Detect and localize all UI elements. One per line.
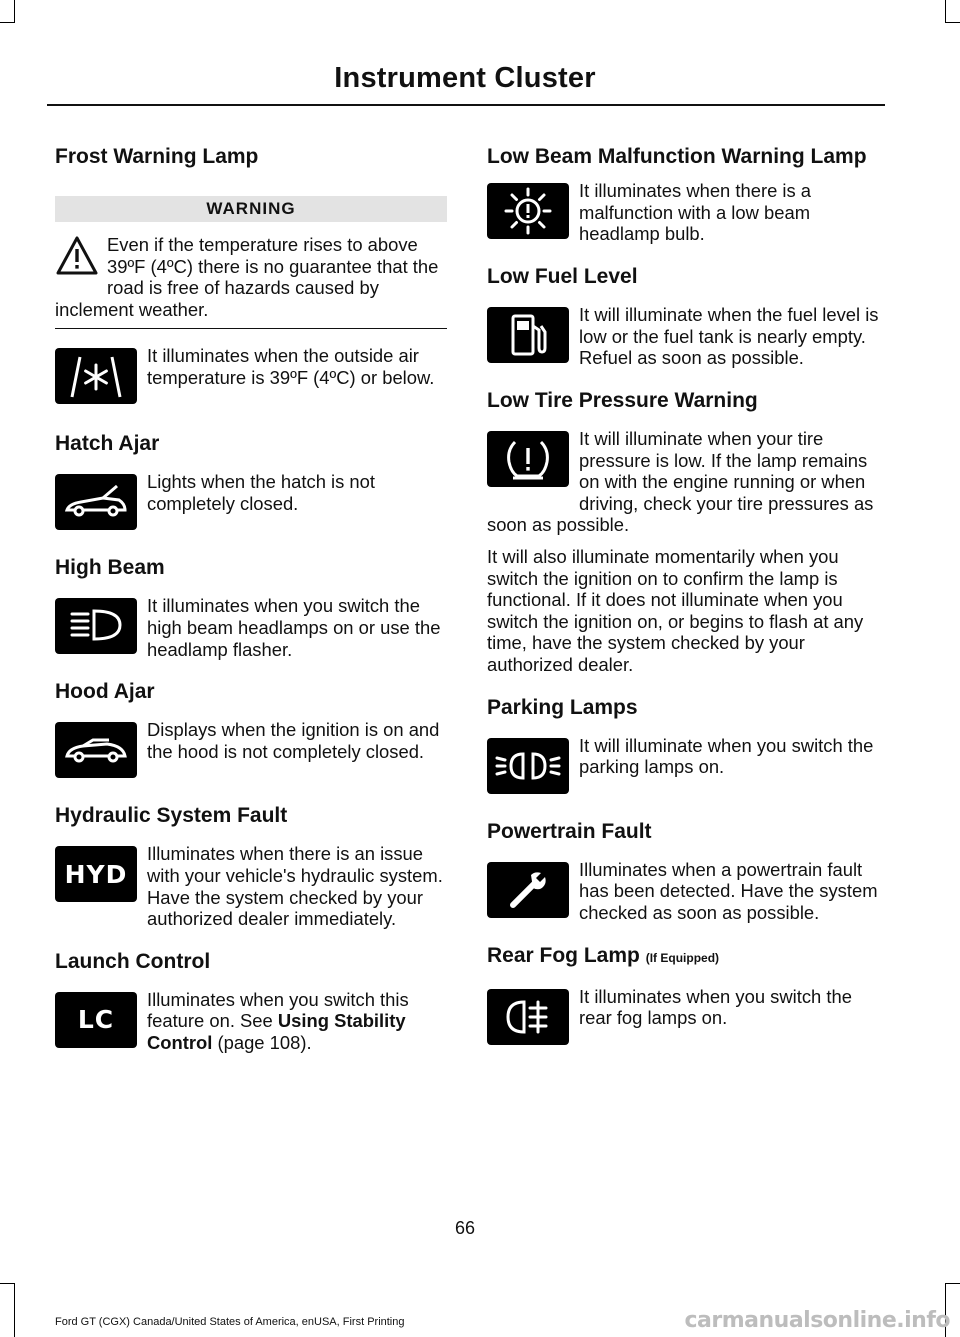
- header-rule: [47, 104, 885, 106]
- section-text: Illuminates when there is an issue with your vehicle's hydraulic system. Have the system checked by your authorized dealer immediately.: [147, 843, 443, 930]
- warning-text: Even if the temperature rises to above 39ºF (4ºC) there is no guarantee that the road is free of hazards caused by inclement weather.: [55, 234, 439, 320]
- right-column: [487, 145, 879, 1071]
- tire-pressure-icon: [487, 431, 569, 487]
- section-title: Parking Lamps: [487, 695, 638, 719]
- snowflake-road-icon: [55, 348, 137, 404]
- section-title: Low Fuel Level: [487, 265, 638, 288]
- section-title: Low Tire Pressure Warning: [487, 389, 758, 412]
- section-title: Low Beam Malfunction Warning Lamp: [487, 145, 867, 168]
- section-title: Frost Warning Lamp: [55, 145, 259, 168]
- section-high-beam: [55, 556, 447, 660]
- crop-mark: [14, 0, 15, 22]
- page-number: 66: [454, 1218, 476, 1238]
- crop-mark: [945, 0, 946, 22]
- page-reference-link[interactable]: Using Stability Control: [147, 1010, 406, 1053]
- section-text: It will illuminate when your tire pressure is low. If the lamp remains on with the engine running or when driving, check your tire pressures as soon as possible.: [487, 428, 874, 536]
- section-text: Lights when the hatch is not completely closed.: [147, 471, 375, 514]
- section-title: Hatch Ajar: [55, 432, 160, 456]
- warning-triangle-icon: [55, 234, 99, 278]
- text-after: (page 108).: [212, 1031, 312, 1053]
- lc-icon-text: LC: [77, 1005, 115, 1035]
- section-low-beam-malfunction: [487, 145, 879, 245]
- section-rear-fog-lamp: [487, 944, 879, 1051]
- warning-label: WARNING: [55, 196, 447, 222]
- fuel-pump-icon: [487, 307, 569, 363]
- parking-lamps-icon: [487, 738, 569, 794]
- section-hood-ajar: [55, 680, 447, 784]
- crop-mark: [14, 1283, 15, 1337]
- section-title: [487, 944, 879, 970]
- car-hood-open-icon: [55, 722, 137, 778]
- section-text: It illuminates when the outside air temperature is 39ºF (4ºC) or below.: [147, 345, 435, 388]
- page-title: Instrument Cluster: [334, 62, 596, 94]
- section-text: It illuminates when you switch the high beam headlamps on or use the headlamp flasher.: [147, 595, 441, 660]
- section-powertrain-fault: [487, 820, 879, 924]
- section-title-text: Rear Fog Lamp: [487, 943, 640, 967]
- crop-mark: [945, 22, 960, 23]
- bulb-exclamation-icon: [487, 183, 569, 239]
- rear-fog-lamp-icon: [487, 989, 569, 1045]
- car-hatch-open-icon: [55, 474, 137, 530]
- section-title: High Beam: [55, 556, 165, 580]
- section-title: Hood Ajar: [55, 680, 155, 704]
- crop-mark: [0, 1283, 15, 1284]
- wrench-icon: [487, 862, 569, 918]
- section-text: It illuminates when there is a malfunction with a low beam headlamp bulb.: [579, 180, 812, 245]
- hyd-icon-text: HYD: [64, 859, 128, 889]
- crop-mark: [0, 22, 15, 23]
- section-hydraulic-fault: [55, 804, 447, 929]
- section-hatch-ajar: [55, 432, 447, 536]
- section-text: It illuminates when you switch the rear fog lamps on.: [579, 985, 852, 1029]
- high-beam-icon: [55, 598, 137, 654]
- warning-box: [55, 196, 447, 329]
- crop-mark: [945, 1283, 960, 1284]
- footer-text: Ford GT (CGX) Canada/United States of America, enUSA, First Printing: [55, 1316, 405, 1328]
- section-title: Hydraulic System Fault: [55, 804, 288, 828]
- text-before: Illuminates when you switch this feature on. See: [147, 988, 409, 1032]
- section-launch-control: [55, 950, 447, 1054]
- section-text: Illuminates when a powertrain fault has been detected. Have the system checked as soon as possible.: [579, 858, 878, 923]
- equipped-qualifier: (If Equipped): [645, 950, 720, 965]
- hyd-icon: [55, 846, 137, 902]
- section-parking-lamps: [487, 696, 879, 800]
- section-title: Powertrain Fault: [487, 819, 652, 843]
- left-column: [55, 145, 447, 1074]
- section-text: It will illuminate when you switch the parking lamps on.: [579, 734, 874, 778]
- section-text: It will illuminate when the fuel level is low or the fuel tank is nearly empty. Refuel as soon as possible.: [579, 304, 879, 369]
- watermark: carmanualsonline.info: [684, 1308, 950, 1333]
- section-title: Launch Control: [55, 949, 211, 973]
- lc-icon: [55, 992, 137, 1048]
- section-frost-warning: [55, 145, 447, 410]
- section-text: Displays when the ignition is on and the hood is not completely closed.: [147, 719, 440, 762]
- section-low-fuel: [487, 265, 879, 369]
- section-low-tire-pressure: [487, 389, 879, 676]
- section-text-2: It will also illuminate momentarily when you switch the ignition on to confirm the lamp is functional. If it does not illuminate when you switch the ignition on, or begins to flash at any time, have the system checked by your authorized dealer.: [487, 545, 864, 675]
